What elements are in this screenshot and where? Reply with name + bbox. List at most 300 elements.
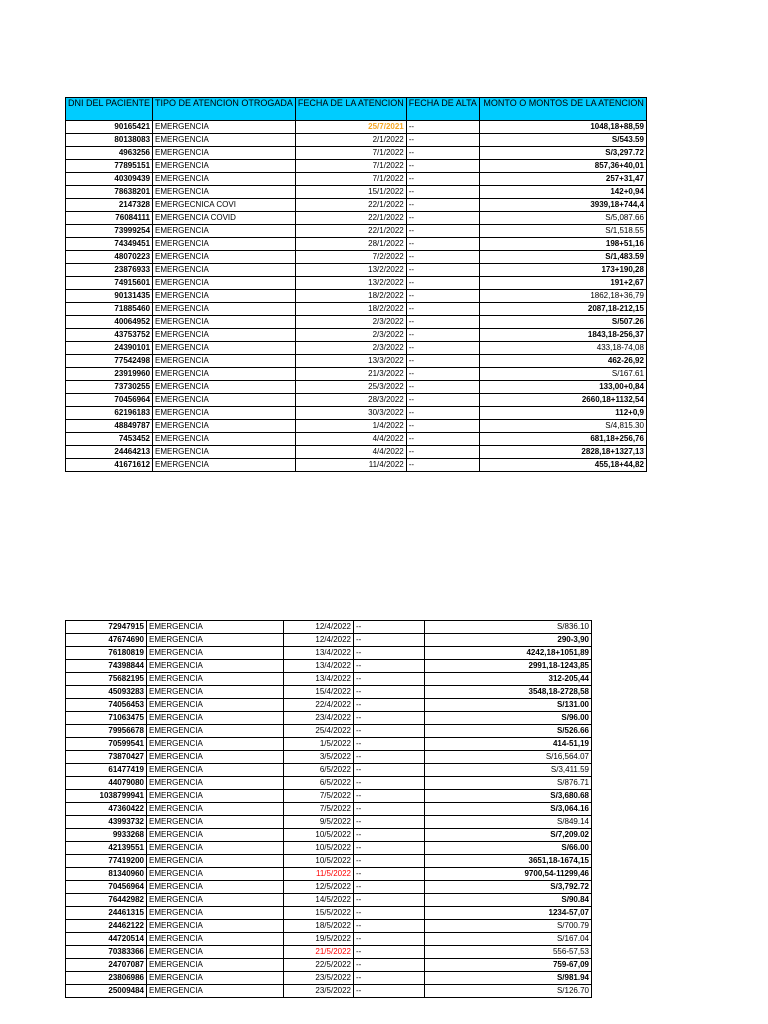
cell-dni: 74915601 [66, 277, 153, 290]
cell-monto: S/16,564.07 [425, 751, 592, 764]
cell-fecha: 14/5/2022 [284, 894, 354, 907]
cell-dni: 78638201 [66, 186, 153, 199]
cell-tipo: EMERGENCIA [147, 907, 284, 920]
table-row [66, 803, 592, 816]
cell-fecha: 9/5/2022 [284, 816, 354, 829]
cell-dni: 24707087 [66, 959, 147, 972]
table-row [66, 621, 592, 634]
cell-fecha: 12/4/2022 [284, 634, 354, 647]
table-row [66, 225, 647, 238]
cell-monto: S/4,815.30 [479, 420, 646, 433]
cell-fecha: 7/2/2022 [295, 251, 406, 264]
table-row [66, 647, 592, 660]
cell-tipo: EMERGENCIA [153, 134, 296, 147]
cell-alta: -- [354, 855, 425, 868]
cell-monto: 1862,18+36,79 [479, 290, 646, 303]
cell-alta: -- [354, 829, 425, 842]
table-row [66, 634, 592, 647]
cell-fecha: 23/4/2022 [284, 712, 354, 725]
cell-alta: -- [354, 738, 425, 751]
table-row [66, 725, 592, 738]
cell-alta: -- [354, 881, 425, 894]
cell-tipo: EMERGENCIA [153, 225, 296, 238]
cell-tipo: EMERGENCIA [153, 303, 296, 316]
cell-fecha: 30/3/2022 [295, 407, 406, 420]
cell-alta: -- [406, 446, 479, 459]
cell-alta: -- [406, 238, 479, 251]
cell-monto: 2991,18-1243,85 [425, 660, 592, 673]
table-header-row [66, 98, 647, 121]
cell-fecha: 11/5/2022 [284, 868, 354, 881]
cell-alta: -- [406, 264, 479, 277]
cell-tipo: EMERGENCIA [147, 725, 284, 738]
cell-fecha: 13/4/2022 [284, 660, 354, 673]
cell-tipo: EMERGENCIA [147, 647, 284, 660]
cell-tipo: EMERGENCIA [153, 264, 296, 277]
header-fecha: FECHA DE LA ATENCION [295, 98, 406, 121]
cell-tipo: EMERGENCIA [147, 959, 284, 972]
cell-monto: 414-51,19 [425, 738, 592, 751]
cell-tipo: EMERGENCIA [147, 933, 284, 946]
cell-tipo: EMERGENCIA [153, 407, 296, 420]
cell-alta: -- [406, 134, 479, 147]
header-tipo: TIPO DE ATENCION OTROGADA [153, 98, 296, 121]
cell-alta: -- [406, 199, 479, 212]
cell-tipo: EMERGENCIA [147, 855, 284, 868]
table-row [66, 238, 647, 251]
table-row [66, 251, 647, 264]
cell-alta: -- [354, 660, 425, 673]
cell-alta: -- [406, 394, 479, 407]
cell-alta: -- [354, 972, 425, 985]
cell-dni: 72947915 [66, 621, 147, 634]
cell-alta: -- [406, 303, 479, 316]
cell-monto: S/981.94 [425, 972, 592, 985]
cell-tipo: EMERGENCIA [153, 433, 296, 446]
cell-alta: -- [354, 816, 425, 829]
table-row [66, 212, 647, 225]
cell-monto: 112+0,9 [479, 407, 646, 420]
cell-tipo: EMERGENCIA [147, 673, 284, 686]
table-row [66, 264, 647, 277]
cell-dni: 7453452 [66, 433, 153, 446]
cell-tipo: EMERGENCIA [153, 160, 296, 173]
cell-dni: 70383366 [66, 946, 147, 959]
cell-tipo: EMERGENCIA [147, 829, 284, 842]
table-row [66, 842, 592, 855]
cell-fecha: 2/3/2022 [295, 342, 406, 355]
cell-monto: 3651,18-1674,15 [425, 855, 592, 868]
cell-tipo: EMERGENCIA [153, 446, 296, 459]
cell-fecha: 13/2/2022 [295, 277, 406, 290]
cell-fecha: 7/5/2022 [284, 790, 354, 803]
cell-fecha: 4/4/2022 [295, 446, 406, 459]
cell-tipo: EMERGENCIA [153, 420, 296, 433]
cell-monto: 2087,18-212,15 [479, 303, 646, 316]
cell-tipo: EMERGENCIA [147, 972, 284, 985]
cell-alta: -- [354, 920, 425, 933]
cell-fecha: 2/3/2022 [295, 329, 406, 342]
table-row [66, 407, 647, 420]
cell-monto: S/1,483.59 [479, 251, 646, 264]
cell-tipo: EMERGENCIA [147, 985, 284, 998]
table-row [66, 790, 592, 803]
cell-dni: 43993732 [66, 816, 147, 829]
cell-dni: 23876933 [66, 264, 153, 277]
cell-fecha: 21/3/2022 [295, 368, 406, 381]
table-row [66, 433, 647, 446]
cell-dni: 76084111 [66, 212, 153, 225]
cell-fecha: 23/5/2022 [284, 985, 354, 998]
table-row [66, 381, 647, 394]
cell-monto: 290-3,90 [425, 634, 592, 647]
cell-alta: -- [354, 686, 425, 699]
table-row [66, 186, 647, 199]
cell-tipo: EMERGENCIA [153, 277, 296, 290]
table-row [66, 121, 647, 134]
table-row [66, 738, 592, 751]
cell-monto: 133,00+0,84 [479, 381, 646, 394]
header-alta: FECHA DE ALTA [406, 98, 479, 121]
cell-alta: -- [406, 173, 479, 186]
table-row [66, 855, 592, 868]
cell-fecha: 22/5/2022 [284, 959, 354, 972]
cell-monto: 173+190,28 [479, 264, 646, 277]
cell-fecha: 1/5/2022 [284, 738, 354, 751]
cell-alta: -- [354, 621, 425, 634]
cell-alta: -- [354, 790, 425, 803]
cell-alta: -- [354, 868, 425, 881]
cell-alta: -- [406, 420, 479, 433]
cell-monto: S/3,411.59 [425, 764, 592, 777]
cell-tipo: EMERGENCIA [153, 316, 296, 329]
cell-fecha: 13/3/2022 [295, 355, 406, 368]
cell-fecha: 22/1/2022 [295, 225, 406, 238]
cell-fecha: 1/4/2022 [295, 420, 406, 433]
cell-alta: -- [354, 933, 425, 946]
attention-table-2 [65, 620, 592, 998]
cell-tipo: EMERGENCIA [147, 946, 284, 959]
table-body-1 [66, 121, 647, 472]
cell-monto: 3939,18+744,4 [479, 199, 646, 212]
cell-alta: -- [406, 368, 479, 381]
cell-tipo: EMERGENCIA [147, 751, 284, 764]
cell-tipo: EMERGENCIA [153, 121, 296, 134]
cell-fecha: 7/1/2022 [295, 147, 406, 160]
cell-monto: S/876.71 [425, 777, 592, 790]
cell-fecha: 18/2/2022 [295, 303, 406, 316]
cell-monto: S/66.00 [425, 842, 592, 855]
cell-alta: -- [406, 329, 479, 342]
cell-alta: -- [406, 212, 479, 225]
cell-monto: 257+31,47 [479, 173, 646, 186]
table-row [66, 303, 647, 316]
cell-dni: 73870427 [66, 751, 147, 764]
cell-dni: 4963256 [66, 147, 153, 160]
cell-alta: -- [406, 121, 479, 134]
cell-monto: S/526.66 [425, 725, 592, 738]
cell-dni: 76442982 [66, 894, 147, 907]
cell-tipo: EMERGENCIA [147, 842, 284, 855]
table-row [66, 829, 592, 842]
table-row [66, 134, 647, 147]
cell-dni: 70599541 [66, 738, 147, 751]
cell-fecha: 28/3/2022 [295, 394, 406, 407]
table-row [66, 290, 647, 303]
cell-dni: 9933268 [66, 829, 147, 842]
cell-fecha: 15/5/2022 [284, 907, 354, 920]
cell-fecha: 13/4/2022 [284, 673, 354, 686]
cell-monto: 1234-57,07 [425, 907, 592, 920]
cell-monto: 4242,18+1051,89 [425, 647, 592, 660]
cell-tipo: EMERGENCIA [153, 290, 296, 303]
cell-dni: 73730255 [66, 381, 153, 394]
cell-dni: 40309439 [66, 173, 153, 186]
cell-tipo: EMERGENCIA [153, 342, 296, 355]
cell-alta: -- [406, 381, 479, 394]
cell-dni: 48070223 [66, 251, 153, 264]
cell-fecha: 10/5/2022 [284, 829, 354, 842]
cell-tipo: EMERGENCIA [147, 790, 284, 803]
cell-dni: 79956678 [66, 725, 147, 738]
cell-monto: S/96.00 [425, 712, 592, 725]
cell-tipo: EMERGENCIA [153, 147, 296, 160]
cell-fecha: 4/4/2022 [295, 433, 406, 446]
table-row [66, 959, 592, 972]
cell-monto: 191+2,67 [479, 277, 646, 290]
cell-dni: 41671612 [66, 459, 153, 472]
cell-dni: 80138083 [66, 134, 153, 147]
table-row [66, 355, 647, 368]
cell-fecha: 7/5/2022 [284, 803, 354, 816]
cell-tipo: EMERGENCIA [153, 238, 296, 251]
cell-tipo: EMERGENCIA [147, 881, 284, 894]
cell-monto: S/3,297.72 [479, 147, 646, 160]
cell-tipo: EMERGENCIA [153, 329, 296, 342]
cell-dni: 42139551 [66, 842, 147, 855]
cell-fecha: 6/5/2022 [284, 777, 354, 790]
cell-tipo: EMERGENCIA [147, 777, 284, 790]
cell-fecha: 7/1/2022 [295, 173, 406, 186]
cell-dni: 48849787 [66, 420, 153, 433]
cell-fecha: 28/1/2022 [295, 238, 406, 251]
cell-alta: -- [406, 290, 479, 303]
cell-tipo: EMERGENCIA [153, 368, 296, 381]
cell-tipo: EMERGENCIA [147, 803, 284, 816]
table-row [66, 160, 647, 173]
cell-fecha: 19/5/2022 [284, 933, 354, 946]
cell-monto: 9700,54-11299,46 [425, 868, 592, 881]
cell-monto: 1843,18-256,37 [479, 329, 646, 342]
cell-dni: 81340960 [66, 868, 147, 881]
cell-dni: 47360422 [66, 803, 147, 816]
cell-dni: 77419200 [66, 855, 147, 868]
cell-fecha: 7/1/2022 [295, 160, 406, 173]
cell-monto: S/167.04 [425, 933, 592, 946]
cell-alta: -- [354, 647, 425, 660]
cell-dni: 77895151 [66, 160, 153, 173]
cell-dni: 2147328 [66, 199, 153, 212]
cell-monto: 462-26,92 [479, 355, 646, 368]
cell-alta: -- [406, 277, 479, 290]
header-monto: MONTO O MONTOS DE LA ATENCION [479, 98, 646, 121]
cell-fecha: 3/5/2022 [284, 751, 354, 764]
cell-alta: -- [406, 160, 479, 173]
cell-dni: 24464213 [66, 446, 153, 459]
cell-monto: 857,36+40,01 [479, 160, 646, 173]
cell-tipo: EMERGENCIA COVID [153, 212, 296, 225]
cell-tipo: EMERGENCIA [147, 738, 284, 751]
cell-dni: 47674690 [66, 634, 147, 647]
cell-alta: -- [354, 712, 425, 725]
cell-dni: 23806986 [66, 972, 147, 985]
cell-tipo: EMERGENCIA [147, 699, 284, 712]
cell-fecha: 15/4/2022 [284, 686, 354, 699]
cell-fecha: 22/1/2022 [295, 199, 406, 212]
cell-monto: 455,18+44,82 [479, 459, 646, 472]
table-row [66, 816, 592, 829]
cell-alta: -- [354, 894, 425, 907]
cell-monto: 3548,18-2728,58 [425, 686, 592, 699]
cell-monto: S/1,518.55 [479, 225, 646, 238]
cell-fecha: 22/4/2022 [284, 699, 354, 712]
cell-tipo: EMERGENCIA [147, 660, 284, 673]
cell-fecha: 18/2/2022 [295, 290, 406, 303]
cell-fecha: 10/5/2022 [284, 842, 354, 855]
cell-monto: 1048,18+88,59 [479, 121, 646, 134]
table-row [66, 712, 592, 725]
cell-tipo: EMERGENCIA [147, 621, 284, 634]
cell-alta: -- [354, 946, 425, 959]
cell-dni: 70456964 [66, 881, 147, 894]
table-row [66, 368, 647, 381]
cell-tipo: EMERGENCIA [153, 173, 296, 186]
cell-dni: 24462122 [66, 920, 147, 933]
cell-dni: 70456964 [66, 394, 153, 407]
table-row [66, 660, 592, 673]
cell-alta: -- [354, 777, 425, 790]
cell-fecha: 11/4/2022 [295, 459, 406, 472]
cell-monto: S/3,064.16 [425, 803, 592, 816]
cell-fecha: 13/4/2022 [284, 647, 354, 660]
table-row [66, 699, 592, 712]
cell-tipo: EMERGENCIA [147, 712, 284, 725]
table-row [66, 277, 647, 290]
table-row [66, 673, 592, 686]
table-row [66, 420, 647, 433]
table-body-2 [66, 621, 592, 998]
cell-alta: -- [406, 251, 479, 264]
cell-alta: -- [354, 959, 425, 972]
cell-fecha: 13/2/2022 [295, 264, 406, 277]
cell-monto: 681,18+256,76 [479, 433, 646, 446]
cell-monto: S/507.26 [479, 316, 646, 329]
cell-fecha: 25/7/2021 [295, 121, 406, 134]
cell-monto: S/131.00 [425, 699, 592, 712]
cell-tipo: EMERGENCIA [153, 459, 296, 472]
cell-monto: S/836.10 [425, 621, 592, 634]
cell-fecha: 18/5/2022 [284, 920, 354, 933]
cell-dni: 74398844 [66, 660, 147, 673]
cell-tipo: EMERGENCIA [153, 394, 296, 407]
cell-dni: 24461315 [66, 907, 147, 920]
cell-monto: S/167.61 [479, 368, 646, 381]
cell-alta: -- [406, 433, 479, 446]
table-row [66, 933, 592, 946]
table-row [66, 972, 592, 985]
table-row [66, 147, 647, 160]
table-row [66, 985, 592, 998]
header-dni: DNI DEL PACIENTE [66, 98, 153, 121]
cell-monto: S/700.79 [425, 920, 592, 933]
cell-dni: 71063475 [66, 712, 147, 725]
cell-dni: 75682195 [66, 673, 147, 686]
table-row [66, 199, 647, 212]
cell-monto: S/3,680.68 [425, 790, 592, 803]
cell-dni: 45093283 [66, 686, 147, 699]
table-row [66, 394, 647, 407]
cell-monto: 142+0,94 [479, 186, 646, 199]
table-row [66, 686, 592, 699]
cell-dni: 74056453 [66, 699, 147, 712]
cell-alta: -- [354, 634, 425, 647]
table-row [66, 751, 592, 764]
table-row [66, 459, 647, 472]
cell-alta: -- [354, 764, 425, 777]
table-row [66, 316, 647, 329]
cell-fecha: 2/1/2022 [295, 134, 406, 147]
cell-tipo: EMERGECNICA COVI [153, 199, 296, 212]
table-row [66, 342, 647, 355]
cell-dni: 44079080 [66, 777, 147, 790]
cell-alta: -- [406, 355, 479, 368]
cell-dni: 40064952 [66, 316, 153, 329]
cell-fecha: 2/3/2022 [295, 316, 406, 329]
table-row [66, 446, 647, 459]
table-row [66, 920, 592, 933]
table-row [66, 764, 592, 777]
cell-alta: -- [354, 803, 425, 816]
table-row [66, 777, 592, 790]
cell-tipo: EMERGENCIA [153, 251, 296, 264]
cell-alta: -- [406, 342, 479, 355]
cell-fecha: 12/5/2022 [284, 881, 354, 894]
cell-alta: -- [406, 407, 479, 420]
cell-fecha: 12/4/2022 [284, 621, 354, 634]
table-row [66, 173, 647, 186]
cell-dni: 23919960 [66, 368, 153, 381]
cell-tipo: EMERGENCIA [153, 381, 296, 394]
cell-dni: 61477419 [66, 764, 147, 777]
cell-tipo: EMERGENCIA [153, 186, 296, 199]
cell-alta: -- [354, 842, 425, 855]
table-row [66, 868, 592, 881]
cell-dni: 44720514 [66, 933, 147, 946]
cell-dni: 24390101 [66, 342, 153, 355]
cell-fecha: 25/4/2022 [284, 725, 354, 738]
cell-alta: -- [354, 985, 425, 998]
cell-fecha: 10/5/2022 [284, 855, 354, 868]
table-row [66, 329, 647, 342]
cell-fecha: 22/1/2022 [295, 212, 406, 225]
cell-dni: 73999254 [66, 225, 153, 238]
cell-tipo: EMERGENCIA [147, 816, 284, 829]
table-row [66, 907, 592, 920]
cell-fecha: 6/5/2022 [284, 764, 354, 777]
cell-dni: 74349451 [66, 238, 153, 251]
cell-monto: 312-205,44 [425, 673, 592, 686]
cell-fecha: 23/5/2022 [284, 972, 354, 985]
